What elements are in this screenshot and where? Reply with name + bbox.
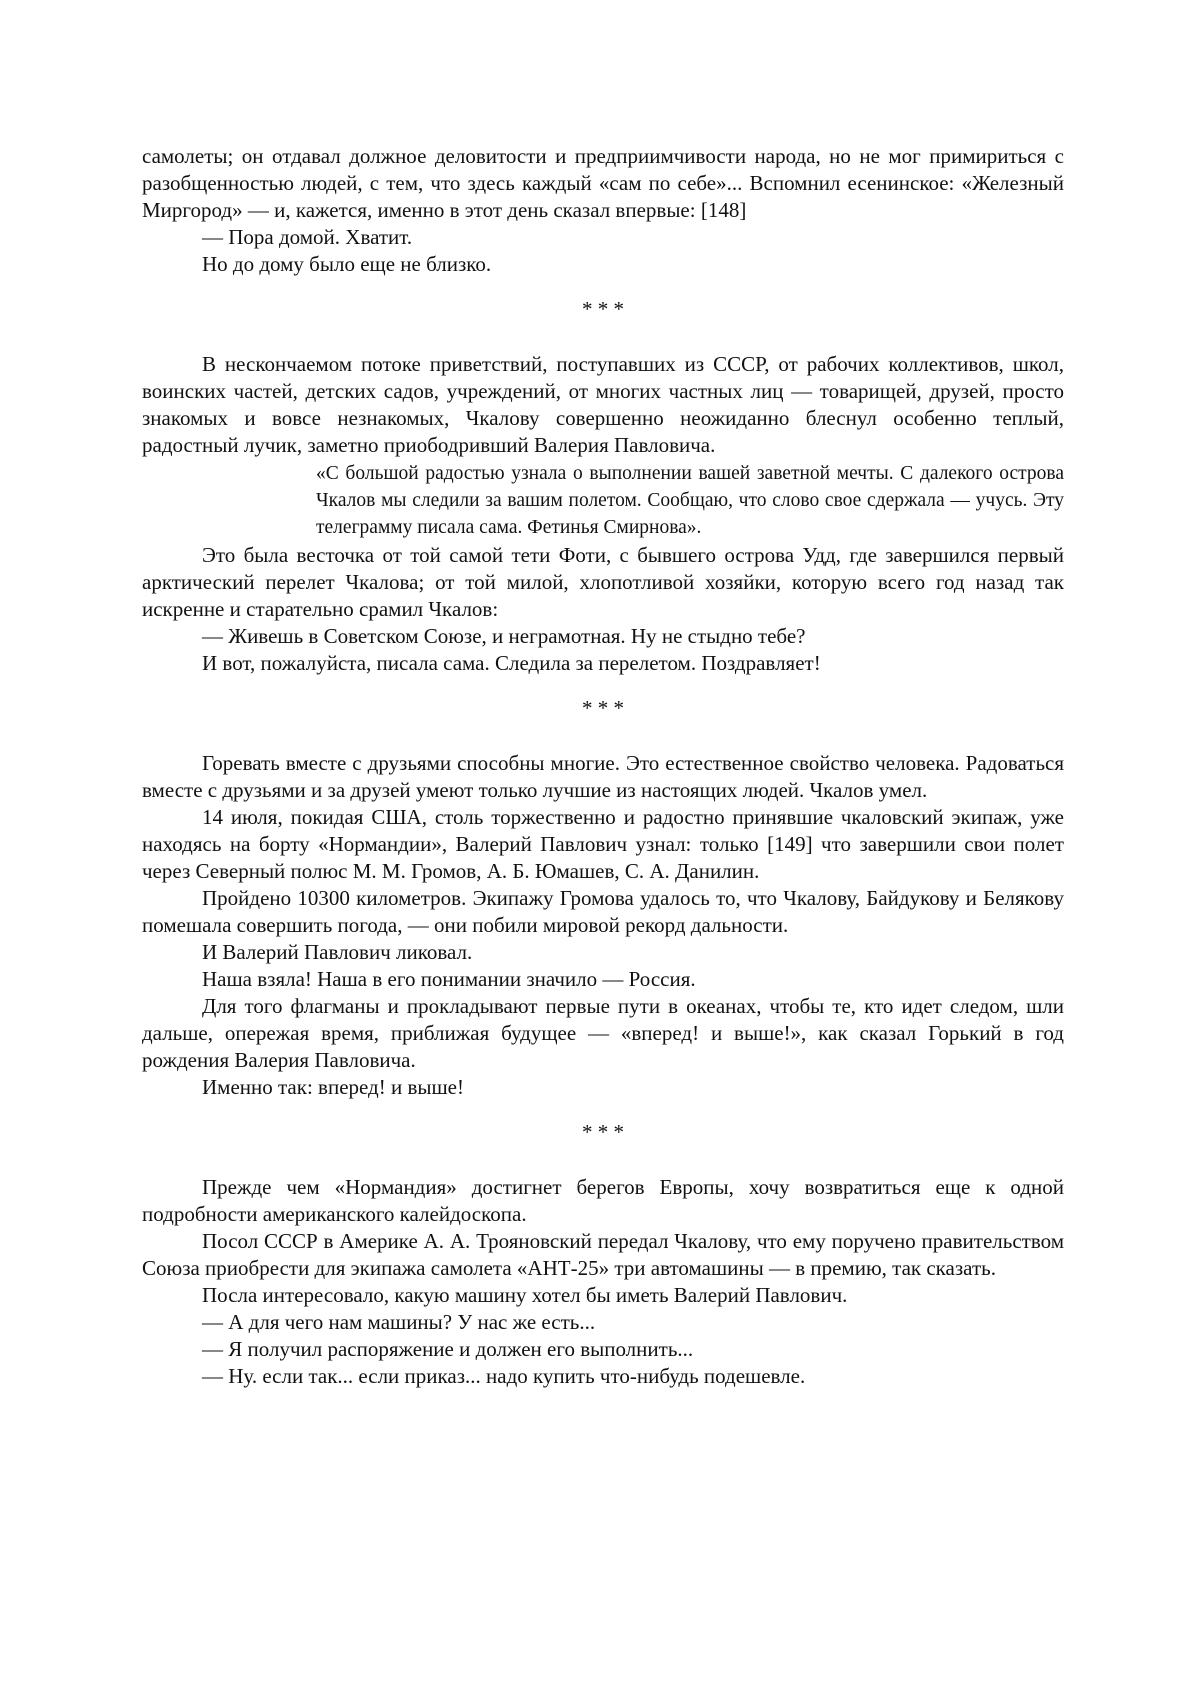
paragraph: Посол СССР в Америке А. А. Трояновский передал Чкалову, что ему поручено правительством Союза приобрести для экипажа самолета «АНТ-25» три автомашины — в премию, так сказать. — [142, 1229, 1064, 1280]
paragraph: Для того флагманы и прокладывают первые пути в океанах, чтобы те, кто идет следом, шли дальше, опережая время, приближая будущее — «вперед! и выше!», как сказал Горький в год рождения Валерия Павловича. — [142, 994, 1064, 1072]
section-separator: * * * — [582, 297, 624, 321]
paragraph: Прежде чем «Нормандия» достигнет берегов Европы, хочу возвратиться еще к одной подробности американского калейдоскопа. — [142, 1175, 1064, 1226]
paragraph: Горевать вместе с друзьями способны многие. Это естественное свойство человека. Радоваться вместе с друзьями и за друзей умеют только лучшие из настоящих людей. Чкалов умел. — [142, 751, 1064, 802]
paragraph: Наша взяла! Наша в его понимании значило — Россия. — [202, 967, 696, 991]
paragraph: Именно так: вперед! и выше! — [202, 1075, 464, 1099]
paragraph: 14 июля, покидая США, столь торжественно и радостно принявшие чкаловский экипаж, уже находясь на борту «Нормандии», Валерий Павлович узнал: только [149] что завершили свои полет через Северный полюс М. М. Громов, А. Б. Юмашев, С. А. Данилин. — [142, 805, 1064, 883]
dialogue-line: — Я получил распоряжение и должен его выполнить... — [202, 1337, 694, 1361]
paragraph: И вот, пожалуйста, писала сама. Следила за перелетом. Поздравляет! — [202, 651, 821, 675]
dialogue-line: — Пора домой. Хватит. — [202, 225, 413, 249]
telegram-quote: «С большой радостью узнала о выполнении вашей заветной мечты. С далекого острова Чкалов мы следили за вашим полетом. Сообщаю, что слово свое сдержала — учусь. Эту телеграмму писала сама. Фетинья Смирнова». — [316, 463, 1064, 538]
paragraph: Но до дому было еще не близко. — [202, 252, 492, 276]
paragraph: Посла интересовало, какую машину хотел бы иметь Валерий Павлович. — [202, 1283, 848, 1307]
section-separator: * * * — [582, 1120, 624, 1144]
dialogue-line: — Ну. если так... если приказ... надо купить что-нибудь подешевле. — [202, 1364, 806, 1388]
paragraph: И Валерий Павлович ликовал. — [202, 940, 473, 964]
section-separator: * * * — [582, 696, 624, 720]
dialogue-line: — А для чего нам машины? У нас же есть... — [202, 1310, 596, 1334]
dialogue-line: — Живешь в Советском Союзе, и неграмотная. Ну не стыдно тебе? — [202, 624, 806, 648]
paragraph: Это была весточка от той самой тети Фоти, с бывшего острова Удд, где завершился первый арктический перелет Чкалова; от той милой, хлопотливой хозяйки, которую всего год назад так искренне и старательно срамил Чкалов: — [142, 543, 1064, 621]
paragraph: В нескончаемом потоке приветствий, поступавших из СССР, от рабочих коллективов, школ, воинских частей, детских садов, учреждений, от многих частных лиц — товарищей, друзей, просто знакомых и вовсе незнакомых, Чкалову совершенно неожиданно блеснул особенно теплый, радостный лучик, заметно приободривший Валерия Павловича. — [142, 352, 1064, 457]
paragraph: самолеты; он отдавал должное деловитости и предприимчивости народа, но не мог примириться с разобщенностью людей, с тем, что здесь каждый «сам по себе»... Вспомнил есенинское: «Железный Миргород» — и, кажется, именно в этот день сказал впервые: [148] — [142, 144, 1064, 222]
document-page — [142, 143, 1064, 1390]
paragraph: Пройдено 10300 километров. Экипажу Громова удалось то, что Чкалову, Байдукову и Белякову помешала совершить погода, — они побили мировой рекорд дальности. — [142, 886, 1064, 937]
